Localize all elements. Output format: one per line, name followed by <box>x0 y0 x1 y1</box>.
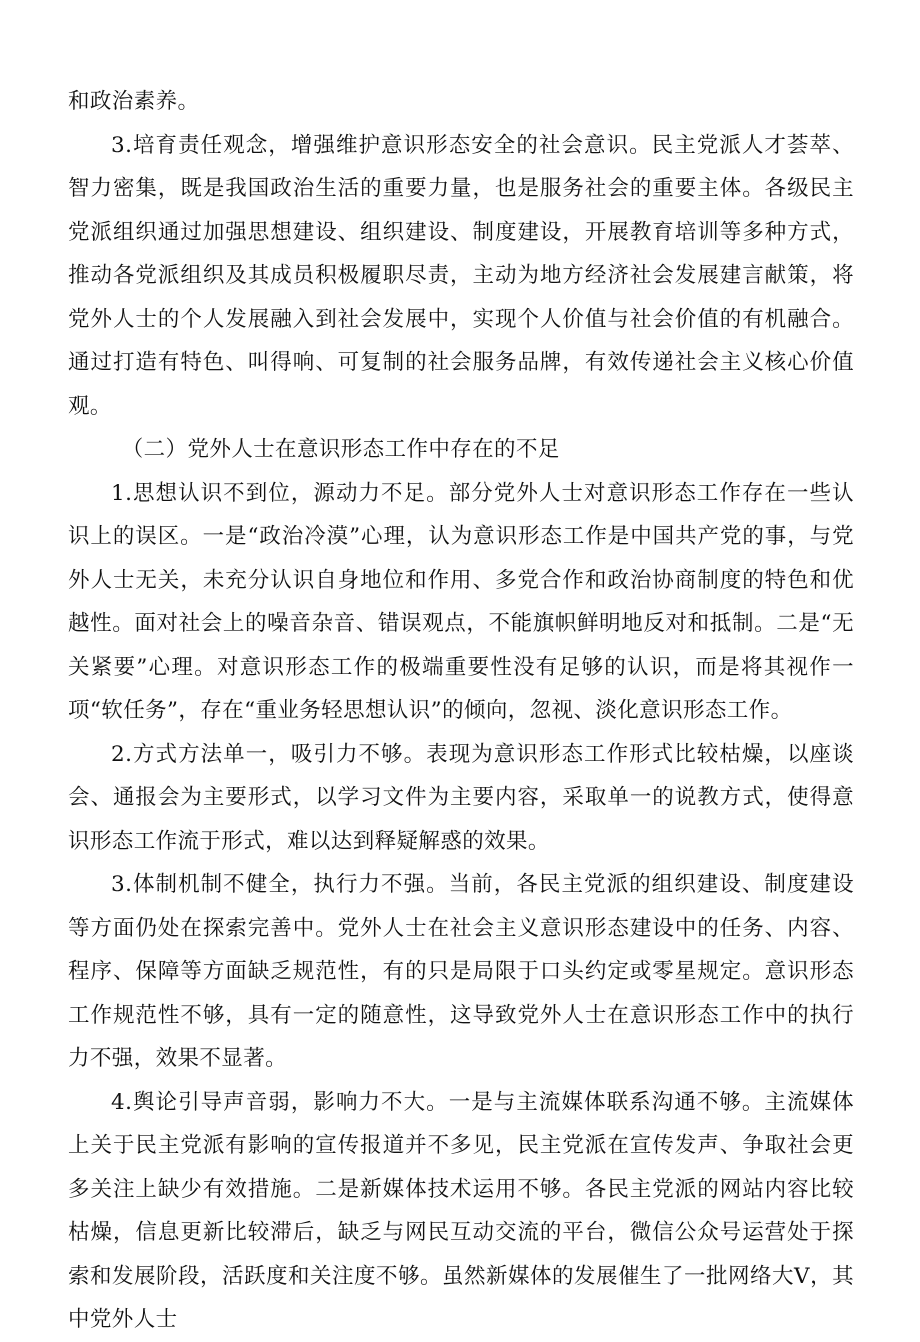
section-heading-shortcomings: （二）党外人士在意识形态工作中存在的不足 <box>121 437 560 462</box>
document-body <box>68 80 854 1342</box>
paragraph-item-1-awareness: 1.思想认识不到位，源动力不足。部分党外人士对意识形态工作存在一些认识上的误区。一是“政治冷漠”心理，认为意识形态工作是中国共产党的事，与党外人士无关，未充分认识自身地位和作用、多党合作和政治协商制度的特色和优越性。面对社会上的噪音杂音、错误观点，不能旗帜鲜明地反对和抵制。二是“无关紧要”心理。对意识形态工作的极端重要性没有足够的认识，而是将其视作一项“软任务”，存在“重业务轻思想认识”的倾向，忽视、淡化意识形态工作。 <box>68 480 854 723</box>
paragraph-item-3-responsibility: 3.培育责任观念，增强维护意识形态安全的社会意识。民主党派人才荟萃、智力密集，既是我国政治生活的重要力量，也是服务社会的重要主体。各级民主党派组织通过加强思想建设、组织建设、制度建设，开展教育培训等多种方式，推动各党派组织及其成员积极履职尽责，主动为地方经济社会发展建言献策，将党外人士的个人发展融入到社会发展中，实现个人价值与社会价值的有机融合。通过打造有特色、叫得响、可复制的社会服务品牌，有效传递社会主义核心价值观。 <box>68 132 854 419</box>
paragraph-continuation: 和政治素养。 <box>68 89 200 114</box>
paragraph-item-4-public-opinion: 4.舆论引导声音弱，影响力不大。一是与主流媒体联系沟通不够。主流媒体上关于民主党派有影响的宣传报道并不多见，民主党派在宣传发声、争取社会更多关注上缺少有效措施。二是新媒体技术运用不够。各民主党派的网站内容比较枯燥，信息更新比较滞后，缺乏与网民互动交流的平台，微信公众号运营处于探索和发展阶段，活跃度和关注度不够。虽然新媒体的发展催生了一批网络大V，其中党外人士 <box>68 1089 854 1332</box>
paragraph-item-3-mechanisms: 3.体制机制不健全，执行力不强。当前，各民主党派的组织建设、制度建设等方面仍处在探索完善中。党外人士在社会主义意识形态建设中的任务、内容、程序、保障等方面缺乏规范性，有的只是局限于口头约定或零星规定。意识形态工作规范性不够，具有一定的随意性，这导致党外人士在意识形态工作中的执行力不强，效果不显著。 <box>68 872 854 1071</box>
paragraph-item-2-methods: 2.方式方法单一，吸引力不够。表现为意识形态工作形式比较枯燥，以座谈会、通报会为主要形式，以学习文件为主要内容，采取单一的说教方式，使得意识形态工作流于形式，难以达到释疑解惑的效果。 <box>68 741 854 854</box>
